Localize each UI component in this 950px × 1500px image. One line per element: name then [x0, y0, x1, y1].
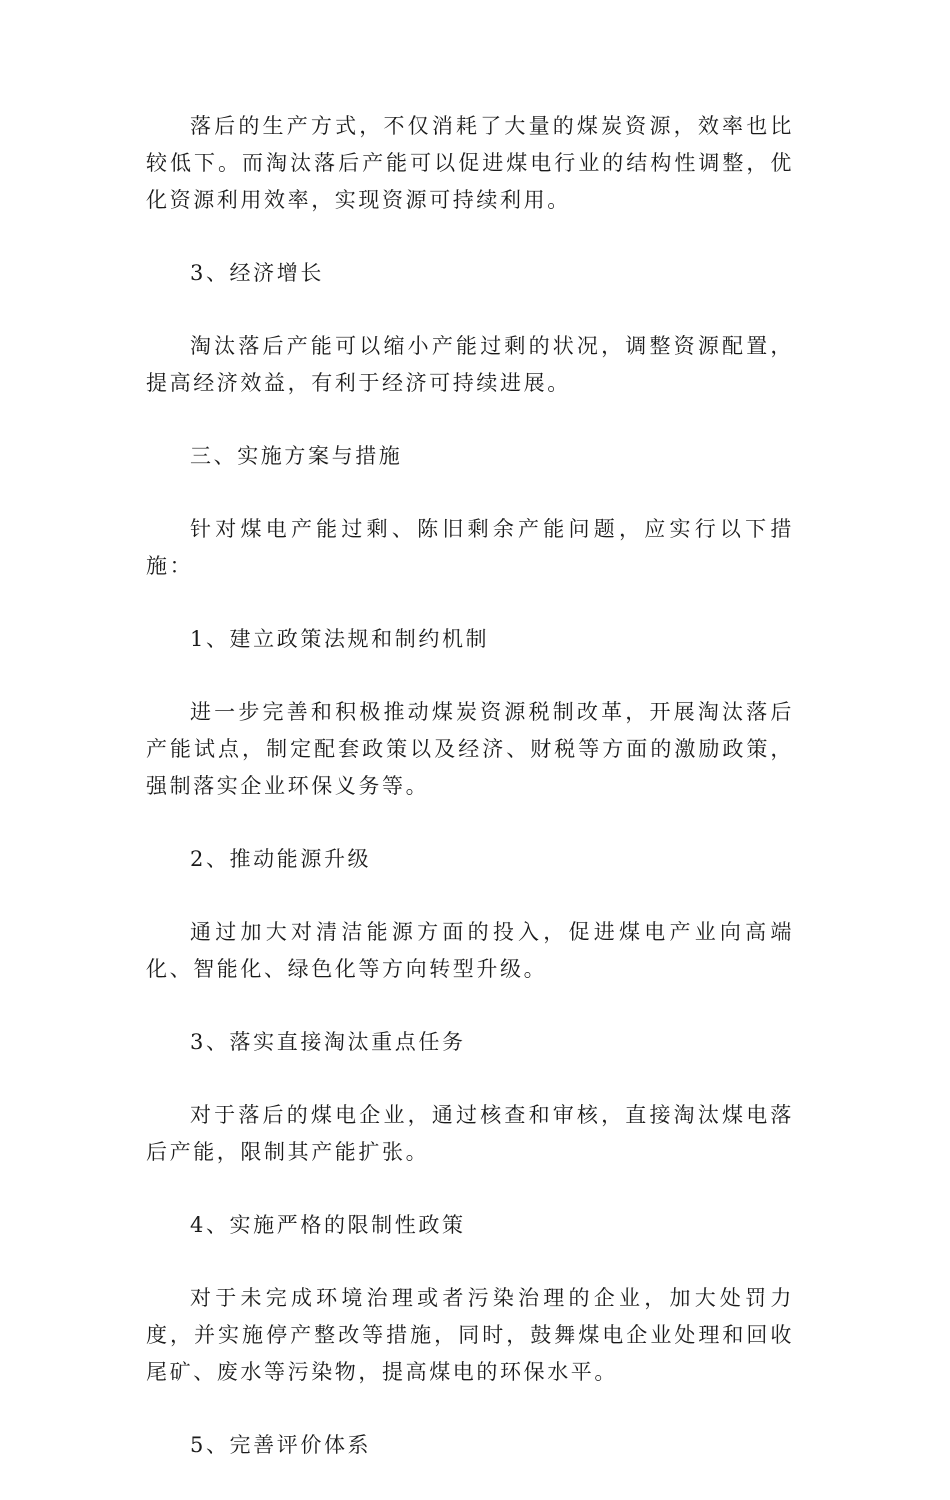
- heading-evaluation-system: 5、完善评价体系: [190, 1433, 372, 1457]
- heading-implementation-plan: 三、实施方案与措施: [190, 444, 403, 468]
- paragraph-restrictive-policy: 对于未完成环境治理或者污染治理的企业，加大处罚力度，并实施停产整改等措施，同时，鼓舞煤电企业处理和回收尾矿、废水等污染物，提高煤电的环保水平。: [146, 1286, 794, 1384]
- heading-energy-upgrade: 2、推动能源升级: [190, 847, 372, 871]
- paragraph-resource-efficiency: 落后的生产方式，不仅消耗了大量的煤炭资源，效率也比较低下。而淘汰落后产能可以促进煤电行业的结构性调整，优化资源利用效率，实现资源可持续利用。: [146, 114, 794, 212]
- heading-economic-growth: 3、经济增长: [190, 261, 324, 285]
- paragraph-policy-regulation: 进一步完善和积极推动煤炭资源税制改革，开展淘汰落后产能试点，制定配套政策以及经济、财税等方面的激励政策，强制落实企业环保义务等。: [146, 700, 794, 798]
- heading-direct-elimination: 3、落实直接淘汰重点任务: [190, 1030, 466, 1054]
- paragraph-measures-intro: 针对煤电产能过剩、陈旧剩余产能问题，应实行以下措施：: [146, 517, 794, 578]
- paragraph-economic-growth: 淘汰落后产能可以缩小产能过剩的状况，调整资源配置，提高经济效益，有利于经济可持续进展。: [146, 334, 794, 395]
- document-page: [146, 108, 794, 1500]
- heading-restrictive-policy: 4、实施严格的限制性政策: [190, 1213, 466, 1237]
- paragraph-energy-upgrade: 通过加大对清洁能源方面的投入，促进煤电产业向高端化、智能化、绿色化等方向转型升级。: [146, 920, 794, 981]
- heading-policy-regulation: 1、建立政策法规和制约机制: [190, 627, 490, 651]
- paragraph-direct-elimination: 对于落后的煤电企业，通过核查和审核，直接淘汰煤电落后产能，限制其产能扩张。: [146, 1103, 794, 1164]
